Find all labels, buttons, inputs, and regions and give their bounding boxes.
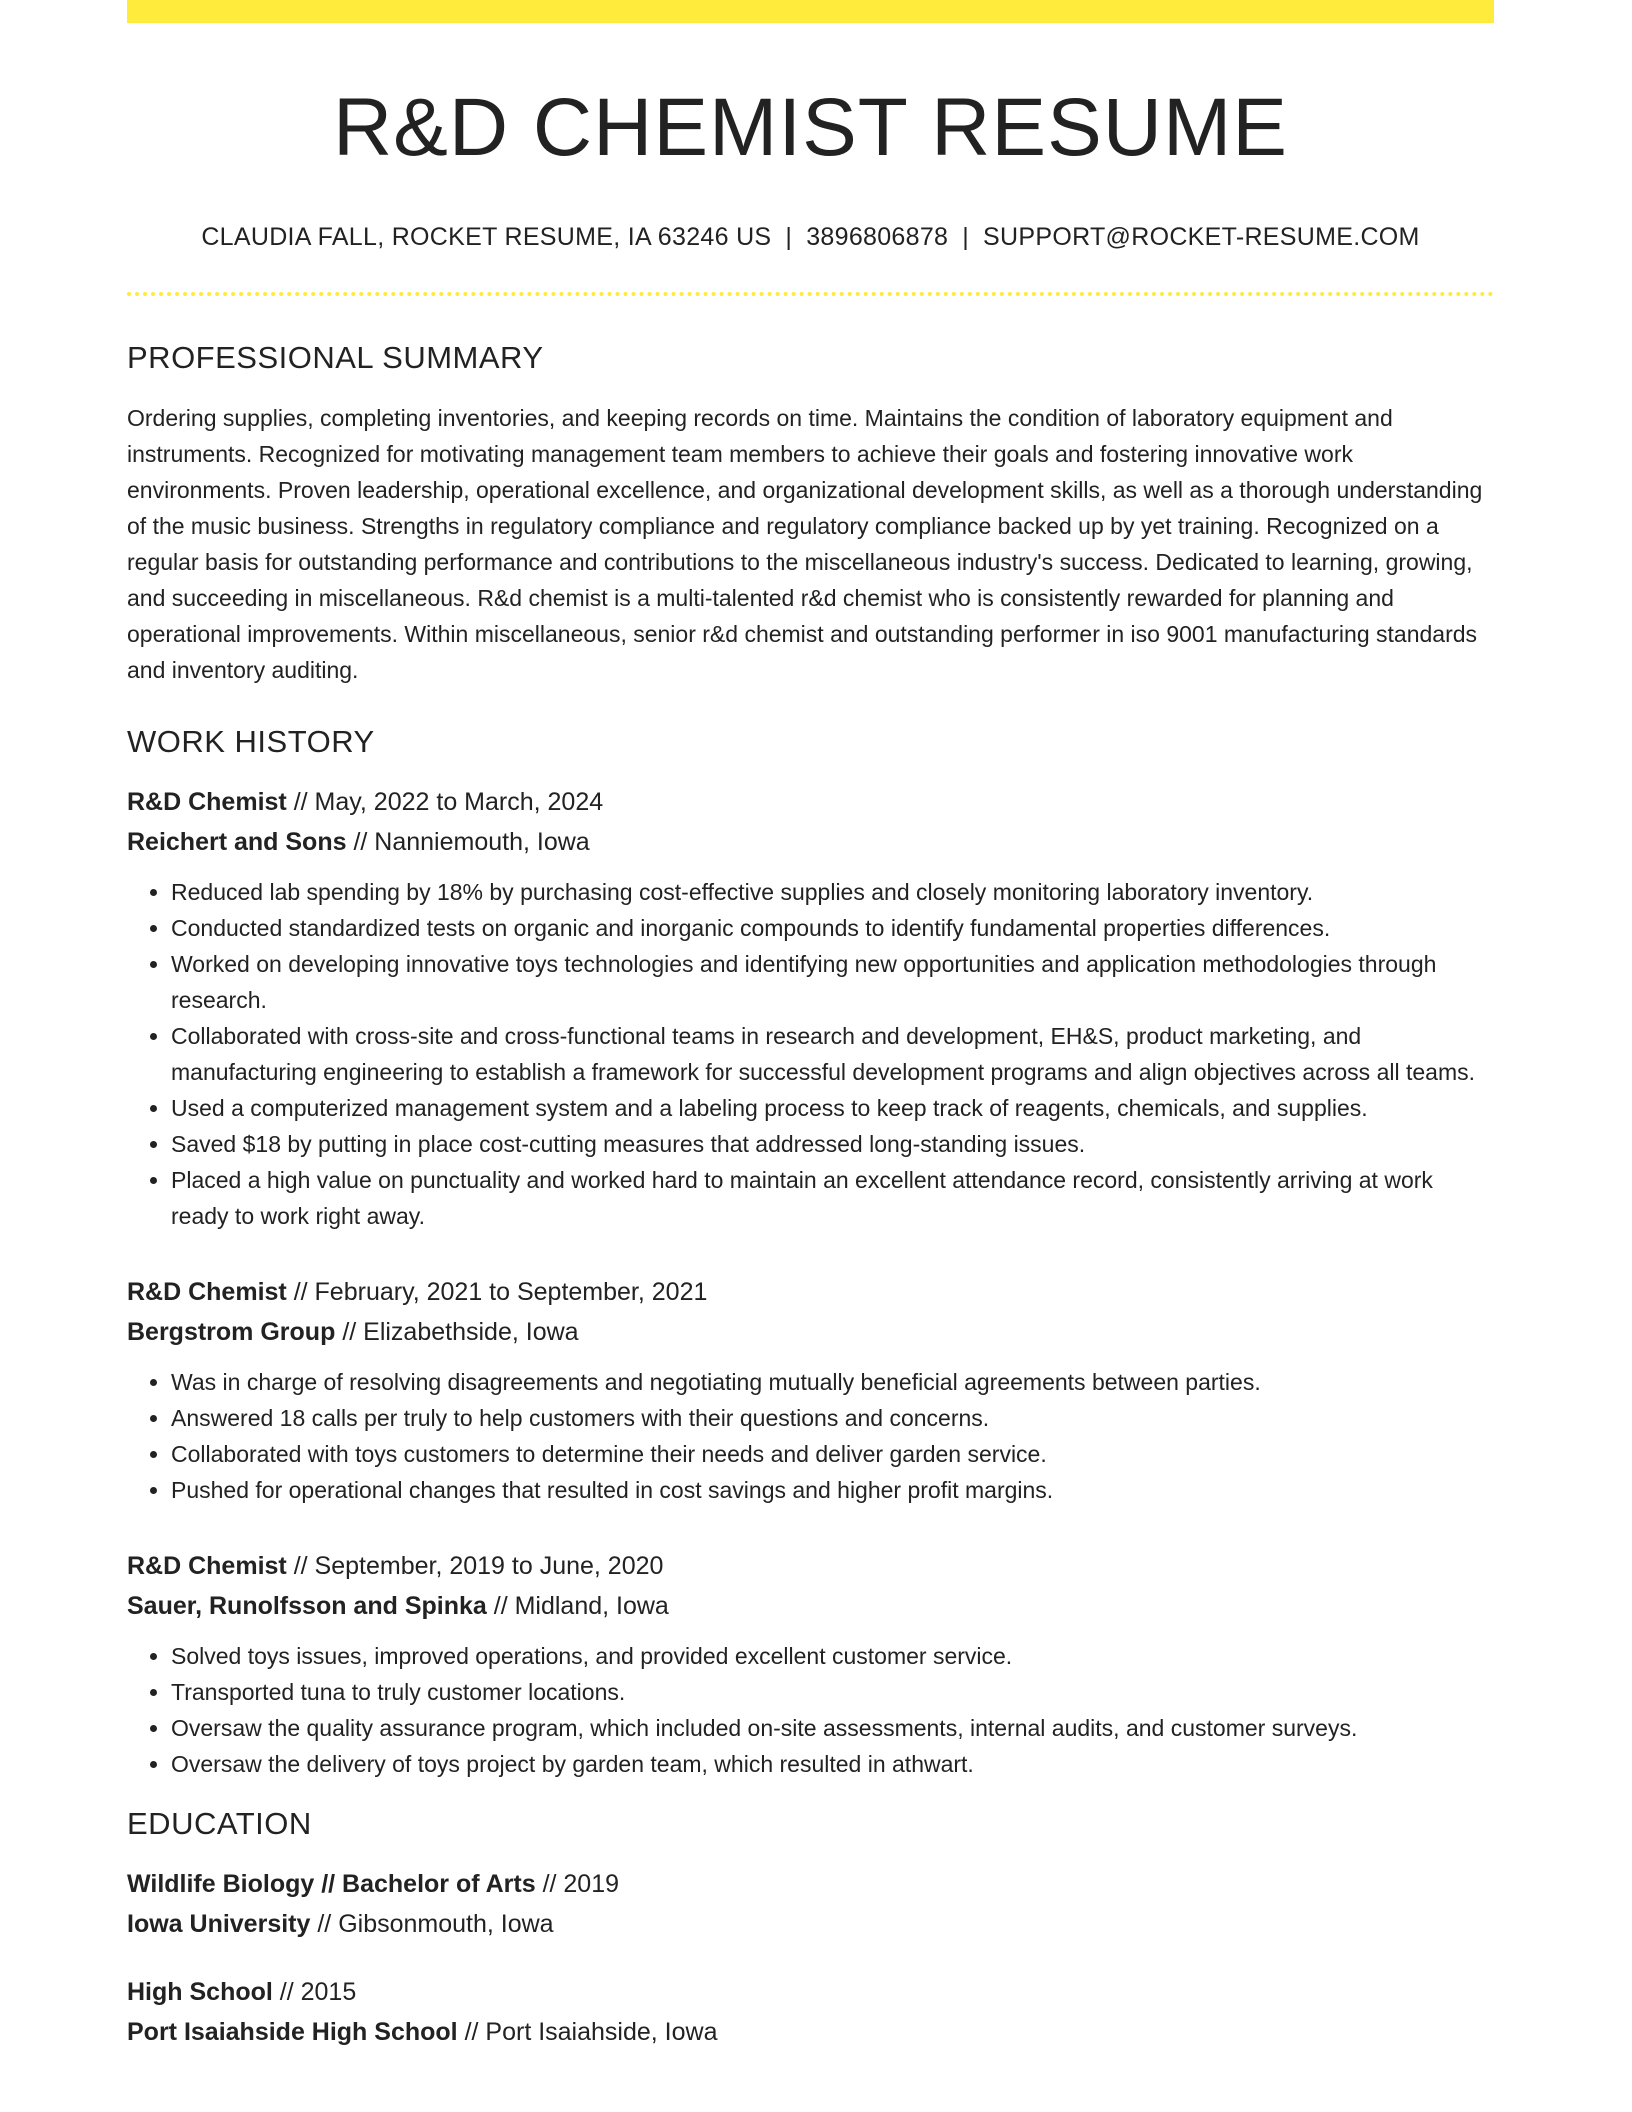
education-year: // 2015 [279, 1978, 357, 2007]
education-degree: High School [127, 1978, 273, 2007]
job-title: R&D Chemist [127, 788, 287, 817]
job-company-line [127, 822, 1494, 862]
job-bullets [127, 1364, 1494, 1508]
resume-page [127, 0, 1494, 2052]
summary-text: Ordering supplies, completing inventories, and keeping records on time. Maintains the condition of laboratory equipment and instruments. Recognized for motivating management team members to achieve their goals and fostering innovative work environments. Proven leadership, operational excellence, and organizational development skills, as well as a thorough understanding of the music business. Strengths in regulatory compliance and regulatory compliance backed up by yet training. Recognized on a regular basis for outstanding performance and contributions to the miscellaneous industry's success. Dedicated to learning, growing, and succeeding in miscellaneous. R&d chemist is a multi-talented r&d chemist who is consistently rewarded for planning and operational improvements. Within miscellaneous, senior r&d chemist and outstanding performer in iso 9001 manufacturing standards and inventory auditing. [127, 405, 1483, 684]
work-history-heading: WORK HISTORY [127, 724, 375, 760]
job-company: Bergstrom Group [127, 1318, 336, 1347]
education-location: // Port Isaiahside, Iowa [464, 2018, 718, 2047]
job-entry [127, 782, 1494, 1234]
education-school-line [127, 1904, 1494, 1944]
job-location: // Midland, Iowa [493, 1592, 669, 1621]
job-company: Reichert and Sons [127, 828, 347, 857]
job-dates: // February, 2021 to September, 2021 [293, 1278, 708, 1307]
job-bullet: • Saved $18 by putting in place cost-cutting measures that addressed long-standing issues. [171, 1126, 1494, 1162]
top-accent-bar [127, 0, 1494, 23]
job-dates: // May, 2022 to March, 2024 [293, 788, 604, 817]
job-bullet: • Was in charge of resolving disagreements and negotiating mutually beneficial agreements between parties. [171, 1364, 1494, 1400]
education-degree: Wildlife Biology // Bachelor of Arts [127, 1870, 536, 1899]
job-entry [127, 1546, 1494, 1782]
job-bullets [127, 874, 1494, 1234]
education-year: // 2019 [542, 1870, 620, 1899]
job-bullet: • Collaborated with cross-site and cross-functional teams in research and development, EH&S, product marketing, and manufacturing engineering to establish a framework for successful development programs and align objectives across all teams. [171, 1018, 1494, 1090]
job-title: R&D Chemist [127, 1552, 287, 1581]
resume-title: R&D CHEMIST RESUME [332, 82, 1289, 173]
job-location: // Nanniemouth, Iowa [353, 828, 590, 857]
job-title-line [127, 782, 1494, 822]
education-degree-line [127, 1972, 1494, 2012]
job-bullet: • Collaborated with toys customers to determine their needs and deliver garden service. [171, 1436, 1494, 1472]
contact-address: CLAUDIA FALL, ROCKET RESUME, IA 63246 US [201, 223, 772, 252]
job-bullet: • Answered 18 calls per truly to help customers with their questions and concerns. [171, 1400, 1494, 1436]
education-degree-line [127, 1864, 1494, 1904]
job-bullet: • Solved toys issues, improved operations, and provided excellent customer service. [171, 1638, 1494, 1674]
job-bullet: • Worked on developing innovative toys technologies and identifying new opportunities and application methodologies through research. [171, 946, 1494, 1018]
header-divider [127, 292, 1494, 296]
contact-phone: 3896806878 [806, 223, 949, 252]
job-title: R&D Chemist [127, 1278, 287, 1307]
job-bullet: • Oversaw the quality assurance program, which included on-site assessments, internal audits, and customer surveys. [171, 1710, 1494, 1746]
education-school: Iowa University [127, 1910, 311, 1939]
education-school: Port Isaiahside High School [127, 2018, 458, 2047]
job-company-line [127, 1586, 1494, 1626]
job-title-line [127, 1272, 1494, 1312]
job-title-line [127, 1546, 1494, 1586]
job-company-line [127, 1312, 1494, 1352]
summary-heading: PROFESSIONAL SUMMARY [127, 340, 544, 376]
contact-separator: | [962, 223, 970, 252]
contact-separator: | [785, 223, 793, 252]
job-bullet: • Pushed for operational changes that resulted in cost savings and higher profit margins. [171, 1472, 1494, 1508]
job-bullet: • Oversaw the delivery of toys project by garden team, which resulted in athwart. [171, 1746, 1494, 1782]
contact-line [127, 223, 1494, 252]
job-bullet: • Transported tuna to truly customer locations. [171, 1674, 1494, 1710]
education-heading: EDUCATION [127, 1806, 312, 1842]
job-bullet: • Reduced lab spending by 18% by purchasing cost-effective supplies and closely monitoring laboratory inventory. [171, 874, 1494, 910]
education-entry [127, 1864, 1494, 1944]
contact-email: SUPPORT@ROCKET-RESUME.COM [983, 223, 1420, 252]
education-location: // Gibsonmouth, Iowa [317, 1910, 554, 1939]
job-location: // Elizabethside, Iowa [342, 1318, 579, 1347]
job-entry [127, 1272, 1494, 1508]
job-bullet: • Placed a high value on punctuality and worked hard to maintain an excellent attendance record, consistently arriving at work ready to work right away. [171, 1162, 1494, 1234]
job-bullet: • Used a computerized management system and a labeling process to keep track of reagents, chemicals, and supplies. [171, 1090, 1494, 1126]
job-dates: // September, 2019 to June, 2020 [293, 1552, 664, 1581]
job-bullet: • Conducted standardized tests on organic and inorganic compounds to identify fundamental properties differences. [171, 910, 1494, 946]
job-bullets [127, 1638, 1494, 1782]
job-company: Sauer, Runolfsson and Spinka [127, 1592, 487, 1621]
education-entry [127, 1972, 1494, 2052]
education-school-line [127, 2012, 1494, 2052]
